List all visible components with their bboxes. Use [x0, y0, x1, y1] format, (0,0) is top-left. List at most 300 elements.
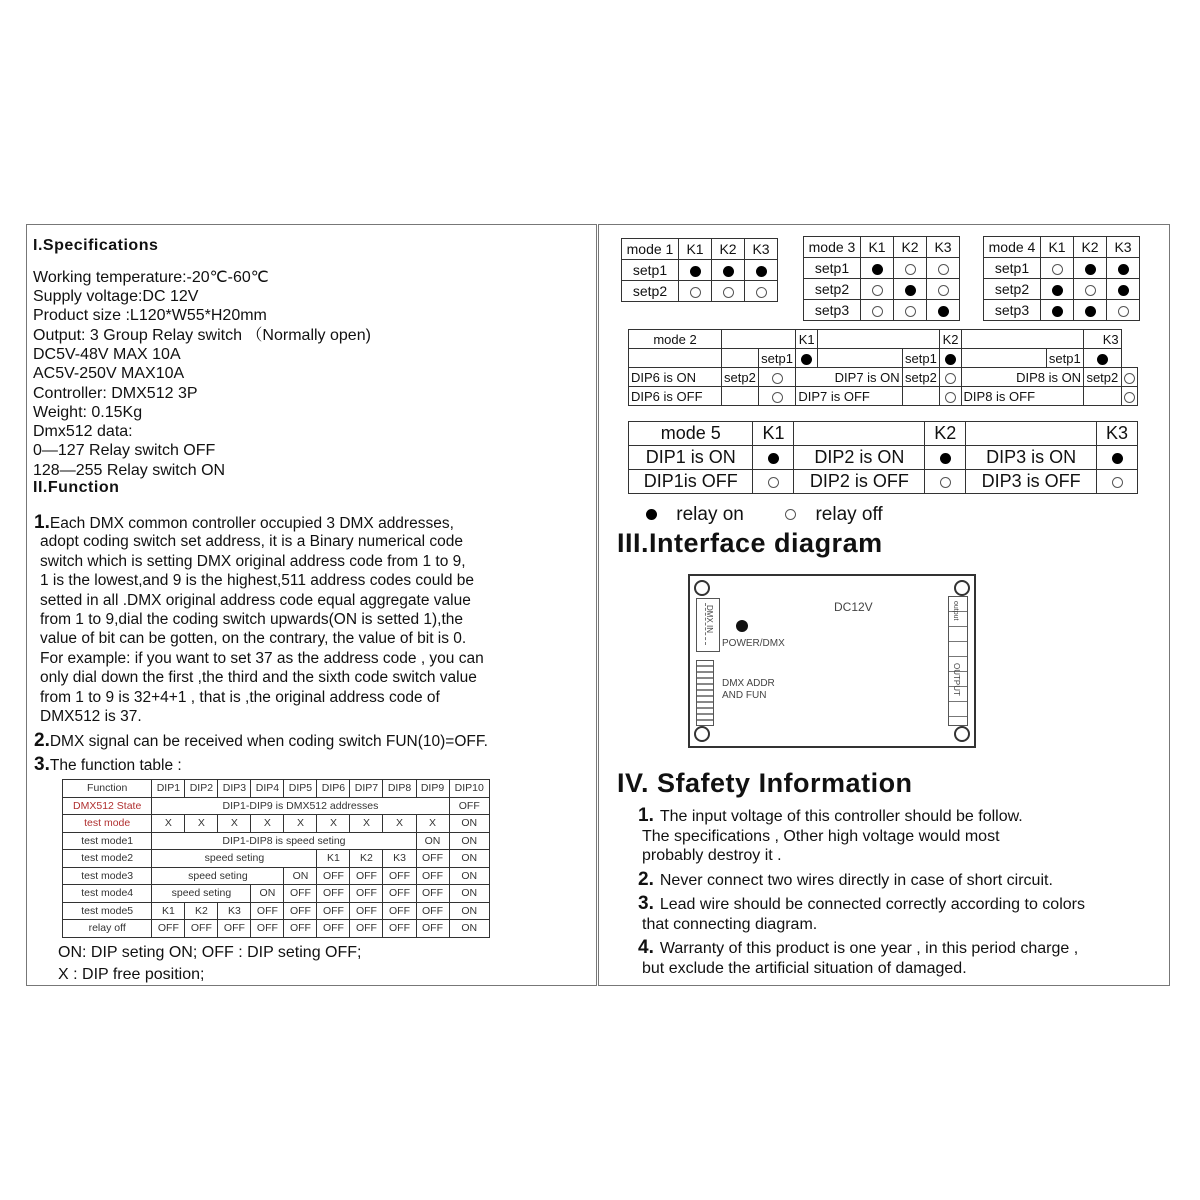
table-row — [63, 867, 490, 885]
step-label: setp2 — [1084, 368, 1122, 387]
power-label: POWER/DMX — [722, 638, 785, 649]
function-item-1-line — [40, 610, 463, 629]
mode-5-table — [628, 421, 1138, 494]
item-text: 1 is the lowest,and 9 is the highest,511 address codes could be — [40, 572, 474, 590]
output-label-top: output — [952, 601, 959, 621]
relay-on-icon — [1085, 306, 1096, 317]
blank-cell — [817, 330, 940, 349]
relay-state-cell — [1121, 387, 1137, 406]
safety-item-line — [638, 938, 1078, 958]
table-cell: X — [251, 815, 284, 833]
table-header-cell: DIP10 — [449, 780, 489, 798]
spec-line: Weight: 0.15Kg — [33, 404, 143, 421]
table-cell: OFF — [251, 902, 284, 920]
blank-cell — [902, 387, 940, 406]
mode-2-header-row — [629, 330, 1138, 349]
dmx-in-label: DMX IN — [705, 605, 714, 633]
mode-row — [622, 260, 778, 281]
relay-off-icon — [1124, 392, 1135, 403]
step-label: setp1 — [758, 349, 796, 368]
relay-off-icon — [1112, 477, 1123, 488]
relay-on-icon — [945, 354, 956, 365]
table-cell: X — [185, 815, 218, 833]
table-cell: X — [218, 815, 251, 833]
relay-state-cell — [940, 349, 961, 368]
table-cell: OFF — [416, 850, 449, 868]
mode-5-title: mode 5 — [629, 422, 753, 446]
relay-state-cell — [712, 260, 745, 281]
k-label: K1 — [753, 422, 794, 446]
relay-off-icon — [1052, 264, 1063, 275]
mode-2-off-row — [629, 387, 1138, 406]
function-item-1-line — [40, 629, 466, 648]
blank-cell — [817, 349, 902, 368]
function-item-1-line — [40, 591, 471, 610]
table-cell: X — [284, 815, 317, 833]
mode-header-cell: mode 4 — [984, 237, 1041, 258]
power-led-icon — [736, 620, 748, 632]
relay-off-icon — [723, 287, 734, 298]
mode-row — [804, 300, 960, 321]
item-number: 2. — [34, 730, 50, 751]
relay-state-cell — [894, 258, 927, 279]
mode-header-cell: K2 — [712, 239, 745, 260]
mode-header-cell: K2 — [1074, 237, 1107, 258]
table-cell: OFF — [350, 885, 383, 903]
relay-state-cell — [753, 470, 794, 494]
relay-state-cell — [1121, 368, 1137, 387]
relay-on-icon — [690, 266, 701, 277]
table-row — [63, 797, 490, 815]
item-text: value of bit can be gotten, on the contrary, the value of bit is 0. — [40, 630, 467, 648]
mode-header-cell: K1 — [679, 239, 712, 260]
safety-item-line — [642, 846, 782, 865]
mode-header-cell: K2 — [894, 237, 927, 258]
blank-cell — [1084, 387, 1122, 406]
row-label: test mode — [63, 815, 152, 833]
relay-on-icon — [646, 509, 657, 520]
blank-cell — [722, 330, 796, 349]
mode-row — [804, 279, 960, 300]
step-label: setp3 — [984, 300, 1041, 321]
row-label: DMX512 State — [63, 797, 152, 815]
table-header-cell: DIP8 — [383, 780, 416, 798]
table-cell: K2 — [185, 902, 218, 920]
mode-2-table — [628, 329, 1138, 406]
relay-on-icon — [756, 266, 767, 277]
mode-row — [984, 279, 1140, 300]
item-number: 4. — [638, 937, 654, 958]
relay-on-icon — [938, 306, 949, 317]
table-cell: OFF — [449, 797, 489, 815]
table-cell: OFF — [185, 920, 218, 938]
step-label: setp2 — [722, 368, 759, 387]
table-cell: X — [152, 815, 185, 833]
table-row — [63, 902, 490, 920]
spec-line: Working temperature:-20℃-60℃ — [33, 269, 269, 286]
item-text: The function table : — [49, 757, 182, 774]
relay-on-icon — [1112, 453, 1123, 464]
table-cell: OFF — [317, 902, 350, 920]
table-cell: OFF — [383, 902, 416, 920]
relay-on-icon — [1097, 354, 1108, 365]
relay-off-icon — [905, 264, 916, 275]
table-row — [63, 832, 490, 850]
relay-state-cell — [1107, 279, 1140, 300]
relay-state-cell — [925, 446, 966, 470]
table-header-cell: DIP9 — [416, 780, 449, 798]
relay-off-icon — [768, 477, 779, 488]
row-label: test mode2 — [63, 850, 152, 868]
mode-5-header-row — [629, 422, 1138, 446]
relay-state-cell — [925, 470, 966, 494]
relay-on-icon — [940, 453, 951, 464]
blank-cell — [966, 422, 1097, 446]
dip-off-label: DIP1is OFF — [629, 470, 753, 494]
table-cell: ON — [449, 815, 489, 833]
safety-heading: IV. Sfafety Information — [617, 768, 913, 798]
mode-2-title: mode 2 — [629, 330, 722, 349]
relay-state-cell — [861, 300, 894, 321]
relay-state-cell — [927, 258, 960, 279]
table-cell: OFF — [284, 885, 317, 903]
item-text: that connecting diagram. — [642, 916, 818, 933]
relay-off-icon — [945, 373, 956, 384]
function-item-2 — [34, 731, 488, 751]
function-item-1-line — [40, 571, 474, 590]
mode-header-cell: K1 — [1041, 237, 1074, 258]
table-cell: ON — [449, 850, 489, 868]
mode-header-cell: K3 — [927, 237, 960, 258]
function-item-1-line — [40, 707, 142, 726]
table-cell: speed seting — [152, 850, 317, 868]
table-header-cell: DIP3 — [218, 780, 251, 798]
table-cell: ON — [251, 885, 284, 903]
table-cell: speed seting — [152, 867, 284, 885]
table-cell: OFF — [416, 920, 449, 938]
relay-on-icon — [768, 453, 779, 464]
table-cell: OFF — [317, 885, 350, 903]
table-cell: OFF — [383, 867, 416, 885]
item-text: adopt coding switch set address, it is a Binary numerical code — [40, 533, 464, 551]
function-item-1-line — [40, 649, 484, 668]
spec-line: Controller: DMX512 3P — [33, 385, 198, 402]
table-row — [63, 885, 490, 903]
dip-off-label: DIP7 is OFF — [796, 387, 902, 406]
table-cell: OFF — [251, 920, 284, 938]
k-label: K2 — [925, 422, 966, 446]
controller-board-diagram — [688, 574, 976, 748]
safety-item-line — [642, 827, 1000, 846]
step-label: setp1 — [1046, 349, 1084, 368]
table-row — [63, 920, 490, 938]
step-label: setp2 — [984, 279, 1041, 300]
mount-hole — [954, 726, 970, 742]
relay-off-icon — [940, 477, 951, 488]
mode-header-cell: K3 — [745, 239, 778, 260]
relay-state-cell — [927, 279, 960, 300]
dip-on-label: DIP6 is ON — [629, 368, 722, 387]
item-number: 1. — [638, 805, 654, 826]
table-cell: OFF — [350, 867, 383, 885]
relay-state-cell — [745, 281, 778, 302]
spec-heading: I.Specifications — [33, 237, 159, 254]
function-table — [62, 779, 490, 938]
mode-row — [622, 281, 778, 302]
relay-off-icon — [756, 287, 767, 298]
dip-switch-block — [696, 660, 714, 726]
blank-cell — [722, 349, 759, 368]
relay-off-icon — [772, 392, 783, 403]
step-label: setp1 — [622, 260, 679, 281]
dip-off-label: DIP2 is OFF — [794, 470, 925, 494]
blank-cell — [961, 330, 1084, 349]
dip-off-label: DIP6 is OFF — [629, 387, 722, 406]
relay-state-cell — [861, 279, 894, 300]
relay-state-cell — [745, 260, 778, 281]
output-label: OUTPUT — [952, 663, 961, 696]
item-text: from 1 to 9,dial the coding switch upwards(ON is setted 1),the — [40, 611, 464, 628]
step-label: setp1 — [902, 349, 940, 368]
blank-cell — [961, 349, 1046, 368]
row-label: test mode1 — [63, 832, 152, 850]
relay-on-icon — [1118, 264, 1129, 275]
item-text: Each DMX common controller occupied 3 DMX addresses, — [49, 515, 454, 532]
table-cell: ON — [449, 867, 489, 885]
item-text: For example: if you want to set 37 as the address code , you can — [40, 649, 484, 667]
relay-state-cell — [1074, 279, 1107, 300]
mode-2-setp1-row — [629, 349, 1138, 368]
dip-off-label: DIP3 is OFF — [966, 470, 1097, 494]
dip-on-label: DIP3 is ON — [966, 446, 1097, 470]
k-label: K2 — [940, 330, 961, 349]
spec-line: Output: 3 Group Relay switch （Normally open) — [33, 327, 371, 344]
mode-row — [804, 258, 960, 279]
table-header-row — [63, 780, 490, 798]
step-label: setp1 — [804, 258, 861, 279]
function-item-1-line — [40, 688, 440, 707]
mode-row — [984, 258, 1140, 279]
item-number: 3. — [34, 754, 50, 775]
table-cell: DIP1-DIP9 is DMX512 addresses — [152, 797, 449, 815]
item-number: 2. — [638, 869, 654, 890]
function-heading: II.Function — [33, 479, 120, 496]
mode-header-row — [622, 239, 778, 260]
table-cell: OFF — [416, 885, 449, 903]
relay-state-cell — [894, 300, 927, 321]
relay-state-cell — [1074, 300, 1107, 321]
table-header-cell: DIP1 — [152, 780, 185, 798]
relay-legend — [646, 505, 883, 524]
relay-off-icon — [1124, 373, 1135, 384]
relay-on-icon — [1118, 285, 1129, 296]
dc12v-label: DC12V — [834, 600, 873, 614]
relay-state-cell — [1074, 258, 1107, 279]
row-label: relay off — [63, 920, 152, 938]
table-cell: ON — [449, 902, 489, 920]
mode-3-table — [803, 236, 960, 321]
relay-off-icon — [905, 306, 916, 317]
relay-state-cell — [758, 387, 796, 406]
spec-line: 0—127 Relay switch OFF — [33, 442, 216, 459]
item-text: probably destroy it . — [642, 847, 782, 864]
relay-state-cell — [1097, 470, 1138, 494]
row-label: test mode3 — [63, 867, 152, 885]
mode-header-row — [804, 237, 960, 258]
mount-hole — [694, 726, 710, 742]
relay-state-cell — [679, 281, 712, 302]
table-cell: speed seting — [152, 885, 251, 903]
item-text: Lead wire should be connected correctly according to colors — [659, 896, 1085, 913]
dip-on-label: DIP1 is ON — [629, 446, 753, 470]
safety-item-line — [642, 959, 967, 978]
blank-cell — [629, 349, 722, 368]
table-header-cell: DIP4 — [251, 780, 284, 798]
table-row — [63, 815, 490, 833]
function-item-1-line — [40, 532, 463, 551]
relay-state-cell — [796, 349, 817, 368]
item-number: 3. — [638, 893, 654, 914]
relay-off-icon — [1085, 285, 1096, 296]
relay-state-cell — [679, 260, 712, 281]
relay-state-cell — [1041, 300, 1074, 321]
table-header-cell: DIP6 — [317, 780, 350, 798]
table-cell: OFF — [152, 920, 185, 938]
safety-item-line — [642, 915, 817, 934]
item-text: setted in all .DMX original address code equal aggregate value — [40, 591, 471, 609]
spec-line: Product size :L120*W55*H20mm — [33, 307, 267, 324]
table-cell: K1 — [152, 902, 185, 920]
blank-cell — [722, 387, 759, 406]
k-label: K3 — [1084, 330, 1122, 349]
dmx-in-connector — [696, 598, 720, 652]
step-label: setp3 — [804, 300, 861, 321]
relay-state-cell — [753, 446, 794, 470]
relay-off-label: relay off — [815, 504, 883, 525]
relay-off-icon — [938, 285, 949, 296]
item-text: Warranty of this product is one year , in this period charge , — [659, 940, 1079, 957]
relay-off-icon — [772, 373, 783, 384]
relay-on-icon — [723, 266, 734, 277]
relay-off-icon — [945, 392, 956, 403]
relay-state-cell — [927, 300, 960, 321]
item-text: switch which is setting DMX original address code from 1 to 9, — [40, 552, 466, 570]
relay-state-cell — [940, 387, 961, 406]
mode-4-table — [983, 236, 1140, 321]
table-cell: ON — [449, 885, 489, 903]
table-cell: X — [317, 815, 350, 833]
relay-state-cell — [861, 258, 894, 279]
relay-off-icon — [938, 264, 949, 275]
mount-hole — [954, 580, 970, 596]
table-cell: OFF — [383, 920, 416, 938]
item-text: Never connect two wires directly in case of short circuit. — [659, 872, 1053, 889]
table-cell: K3 — [218, 902, 251, 920]
relay-state-cell — [712, 281, 745, 302]
mode-header-cell: K3 — [1107, 237, 1140, 258]
step-label: setp2 — [902, 368, 940, 387]
function-item-3 — [34, 755, 182, 775]
table-cell: K3 — [383, 850, 416, 868]
mount-hole — [694, 580, 710, 596]
mode-header-cell: K1 — [861, 237, 894, 258]
interface-heading: III.Interface diagram — [617, 528, 883, 558]
item-text: from 1 to 9 is 32+4+1 , that is ,the original address code of — [40, 688, 440, 706]
table-cell: OFF — [350, 920, 383, 938]
relay-off-icon — [690, 287, 701, 298]
mode-5-off-row — [629, 470, 1138, 494]
mode-header-row — [984, 237, 1140, 258]
relay-state-cell — [1107, 300, 1140, 321]
item-text: The input voltage of this controller should be follow. — [659, 808, 1023, 825]
k-label: K1 — [796, 330, 817, 349]
step-label: setp1 — [984, 258, 1041, 279]
mode-5-on-row — [629, 446, 1138, 470]
relay-on-icon — [872, 264, 883, 275]
function-item-1-line — [40, 668, 477, 687]
table-cell: OFF — [416, 902, 449, 920]
table-cell: OFF — [350, 902, 383, 920]
item-text: DMX512 is 37. — [40, 708, 142, 725]
relay-on-label: relay on — [676, 504, 744, 525]
row-label: test mode4 — [63, 885, 152, 903]
mode-row — [984, 300, 1140, 321]
table-cell: ON — [449, 832, 489, 850]
table-header-cell: DIP2 — [185, 780, 218, 798]
table-cell: OFF — [218, 920, 251, 938]
table-cell: DIP1-DIP8 is speed seting — [152, 832, 416, 850]
spec-line: Dmx512 data: — [33, 423, 133, 440]
spec-line: DC5V-48V MAX 10A — [33, 346, 181, 363]
table-cell: OFF — [416, 867, 449, 885]
function-item-1-line — [34, 513, 454, 533]
table-cell: ON — [449, 920, 489, 938]
relay-state-cell — [758, 368, 796, 387]
safety-item-line — [638, 806, 1023, 826]
table-cell: X — [350, 815, 383, 833]
item-text: DMX signal can be received when coding switch FUN(10)=OFF. — [49, 733, 488, 750]
output-terminal — [948, 596, 968, 726]
table-cell: OFF — [284, 902, 317, 920]
relay-state-cell — [1041, 279, 1074, 300]
relay-state-cell — [940, 368, 961, 387]
dip-on-label: DIP2 is ON — [794, 446, 925, 470]
item-text: The specifications , Other high voltage would most — [642, 828, 1000, 845]
dip-free-legend: X : DIP free position; — [58, 966, 205, 983]
item-number: 1. — [34, 512, 50, 533]
mode-1-table — [621, 238, 778, 302]
relay-state-cell — [1097, 446, 1138, 470]
table-cell: ON — [416, 832, 449, 850]
relay-state-cell — [1084, 349, 1122, 368]
relay-on-icon — [1085, 264, 1096, 275]
and-fun-label: AND FUN — [722, 690, 767, 701]
relay-off-icon — [872, 306, 883, 317]
table-row — [63, 850, 490, 868]
table-cell: OFF — [383, 885, 416, 903]
table-header-cell: DIP5 — [284, 780, 317, 798]
safety-item-line — [638, 870, 1053, 890]
dmx-addr-label: DMX ADDR — [722, 678, 775, 689]
row-label: test mode5 — [63, 902, 152, 920]
relay-on-icon — [1052, 285, 1063, 296]
k-label: K3 — [1097, 422, 1138, 446]
table-cell: K1 — [317, 850, 350, 868]
item-text: only dial down the first ,the third and the sixth code switch value — [40, 669, 477, 687]
table-cell: OFF — [317, 867, 350, 885]
function-item-1-line — [40, 552, 466, 571]
mode-2-on-row — [629, 368, 1138, 387]
